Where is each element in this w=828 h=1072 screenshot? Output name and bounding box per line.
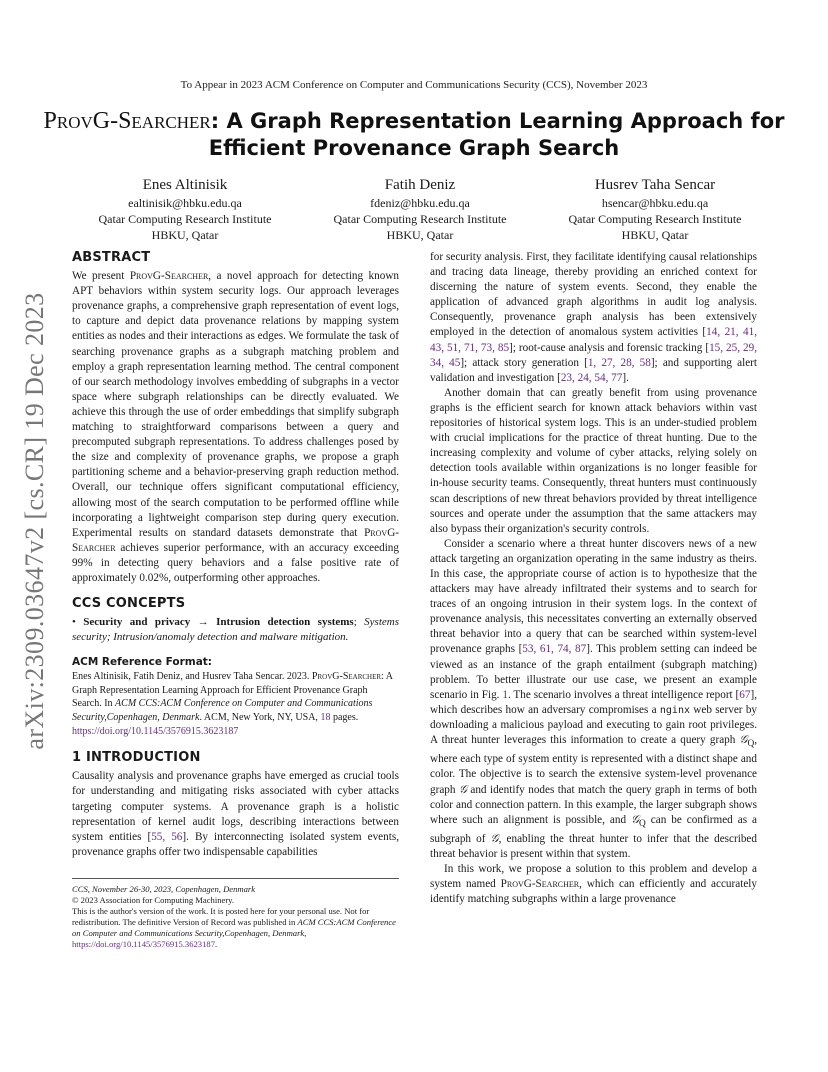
title-line1: : A Graph Representation Learning Approach for: [210, 109, 785, 133]
intro-heading: 1 INTRODUCTION: [72, 750, 201, 766]
intro-part: Causality analysis and provenance graphs have emerged as crucial tools for understanding and mitigating risks associated with cyber attacks targeting computer systems. A provenance graph is a holistic representation of kernel audit logs, describing interactions between system entities [: [72, 770, 399, 843]
footnote-part: .: [215, 939, 218, 949]
author-1: [70, 176, 300, 243]
ref-venue: ACM CCS:ACM Conference on Computer and Communications Security,Copenhagen, Denmark: [72, 698, 373, 724]
author-location: HBKU, Qatar: [621, 228, 689, 242]
author-name: Fatih Deniz: [384, 177, 456, 193]
ref-part: pages.: [330, 712, 359, 724]
author-block: [70, 176, 770, 243]
abstract-heading: ABSTRACT: [72, 250, 151, 265]
text-part: can be confirmed as a subgraph of: [430, 813, 758, 846]
author-affiliation: Qatar Computing Research Institute: [333, 212, 507, 226]
system-name: ProvG-Searcher: [129, 270, 209, 283]
text-part: ]; and supporting alert validation and investigation [: [430, 356, 758, 384]
footnote: [72, 884, 399, 950]
author-email: fdeniz@hbku.edu.qa: [370, 196, 470, 210]
code-nginx: nginx: [659, 704, 690, 716]
title-system-name: ProvG-Searcher: [43, 108, 211, 134]
author-location: HBKU, Qatar: [386, 228, 454, 242]
introduction-section: [72, 750, 399, 860]
author-affiliation: Qatar Computing Research Institute: [568, 212, 742, 226]
math-query-graph: 𝒢: [631, 813, 640, 826]
system-name: ProvG-Searcher: [311, 671, 382, 683]
citation-link[interactable]: 15, 25, 29, 34, 45: [430, 341, 758, 369]
math-graph: 𝒢: [490, 833, 499, 846]
author-affiliation: Qatar Computing Research Institute: [98, 212, 272, 226]
footnote-copyright: © 2023 Association for Computing Machinery.: [72, 895, 235, 905]
text-part: web server by downloading a malicious payload and executing to gain root privileges. A threat hunter leverages this information to create a query graph: [430, 703, 758, 746]
right-paragraph-2: Another domain that can greatly benefit from using provenance graphs is the efficient search for known attack behaviors within vast repositories of historical system logs. This is an under-studied problem with crucial implications for the practice of threat hunting. Due to the increasing complexity and volume of cyber attacks, relying solely on detection tools available within organizations is no longer feasible for in-house security teams. Consequently, threat hunters must continuously scan descriptions of new threat behaviors provided by threat intelligence sources and operate under the assumption that the same attackers may also bypass their organization's security controls.: [430, 386, 757, 535]
footnote-conference: CCS, November 26-30, 2023, Copenhagen, Denmark: [72, 884, 256, 894]
ccs-concepts: [72, 615, 399, 645]
math-graph: 𝒢: [458, 783, 467, 796]
text-part: ], which describes how an adversary compromises a: [430, 688, 757, 716]
ref-part: : A Graph Representation Learning Approach for Efficient Provenance Graph Search. In: [72, 671, 393, 710]
ccs-section: [72, 596, 399, 738]
author-location: HBKU, Qatar: [151, 228, 219, 242]
abstract-text: [72, 269, 399, 586]
author-email: hsencar@hbku.edu.qa: [601, 196, 709, 210]
text-part: , enabling the threat hunter to infer that the described threat behavior is present within that system.: [430, 833, 757, 861]
text-part: and identify nodes that match the query graph in terms of both color and connection pattern. In this example, the larger subgraph shows where such an alignment is possible, and: [430, 783, 757, 826]
left-column: [72, 250, 399, 860]
citation-link[interactable]: 53, 61, 74, 87: [522, 643, 587, 656]
author-name: Husrev Taha Sencar: [594, 177, 716, 193]
acm-ref-heading: ACM Reference Format:: [72, 656, 212, 669]
right-column: [430, 250, 757, 908]
footnote-doi-link[interactable]: https://doi.org/10.1145/3576915.3623187: [72, 939, 215, 949]
right-paragraph-3: [430, 537, 757, 862]
ccs-sep: ;: [353, 616, 365, 629]
paper-title: [40, 108, 788, 162]
citation-link[interactable]: 23, 24, 54, 77: [560, 371, 623, 384]
text-part: , which can efficiently and accurately identify matching subgraphs within a large provenance: [430, 878, 757, 906]
text-part: ]. This problem setting can indeed be viewed as an instance of the graph entailment (subgraph matching) problem. To better illustrate our use case, we present an example scenario in Fig.: [430, 643, 758, 701]
text-part: for security analysis. First, they facilitate identifying causal relationships and tracing data lineage, thereby providing an enriched context for discerning the nature of system events. Second, they enable the application of advanced graph algorithms in audit log analysis. Consequently, provenance graph analysis has been extensively employed in the detection of anomalous system activities [: [430, 251, 757, 339]
ref-part: Enes Altinisik, Fatih Deniz, and Husrev Taha Sencar. 2023.: [72, 671, 312, 683]
math-subscript: Q: [747, 739, 755, 750]
intro-part: ]. By interconnecting isolated system events, provenance graphs offer two indispensable capabilities: [72, 830, 399, 858]
ref-pages-link[interactable]: 18: [320, 712, 331, 724]
math-subscript: Q: [639, 818, 646, 829]
figure-link[interactable]: 1: [502, 688, 508, 701]
doi-link[interactable]: https://doi.org/10.1145/3576915.3623187: [72, 725, 239, 737]
author-3: [540, 176, 770, 243]
text-part: ].: [622, 371, 629, 384]
footnote-venue: ACM CCS:ACM Conference on Computer and Communications Security,Copenhagen, Denmark: [72, 917, 396, 938]
title-line2: Efficient Provenance Graph Search: [208, 136, 620, 160]
footnote-divider: [72, 878, 399, 879]
abstract-part: We present: [72, 270, 130, 283]
citation-link[interactable]: 14, 21, 41, 43, 51, 71, 73, 85: [430, 326, 758, 354]
math-query-graph: 𝒢: [739, 734, 748, 746]
footnote-version: [72, 906, 399, 950]
citation-link[interactable]: 55, 56: [151, 830, 183, 843]
system-name: ProvG-Searcher: [72, 526, 399, 554]
author-name: Enes Altinisik: [142, 177, 228, 193]
system-name: ProvG-Searcher: [500, 878, 580, 891]
text-part: In this work, we propose a solution to this problem and develop a system named: [430, 863, 757, 891]
text-part: . The scenario involves a threat intelligence report [: [507, 688, 740, 701]
text-part: ]; root-cause analysis and forensic tracking [: [509, 341, 710, 354]
ccs-heading: CCS CONCEPTS: [72, 596, 186, 612]
ccs-bullet: •: [72, 616, 84, 629]
abstract-part: , a novel approach for detecting known APT behaviors within system security logs. Our approach leverages provenance graphs, a comprehensive graph representation of event logs, to capture and depict data provenance relations by mapping system entities as nodes and their interactions as edges. We formulate the task of searching provenance graphs as a subgraph matching problem and employ a graph representation learning method. The central component of our search methodology involves embedding of subgraphs in a vector space where subgraph relationships can be directly evaluated. We achieve this through the use of order embeddings that simplify subgraph matching to straightforward comparisons between a query and precomputed subgraph representations. To address challenges posed by the size and complexity of provenance graphs, we propose a graph partitioning scheme and a behavior-preserving graph reduction method. Overall, our technique offers significant computational efficiency, allowing most of the search computation to be performed offline while incorporating a lightweight comparison step during query execution. Experimental results on standard datasets demonstrate that: [72, 270, 400, 539]
citation-link[interactable]: 67: [739, 688, 751, 701]
arxiv-stamp: [14, 286, 56, 756]
arxiv-stamp-text: arXiv:2309.03647v2 [cs.CR] 19 Dec 2023: [20, 292, 49, 750]
right-paragraph-1: [430, 250, 757, 386]
text-part: ]; attack story generation [: [460, 356, 588, 369]
footnote-part: ,: [304, 928, 307, 938]
ref-part: . ACM, New York, NY, USA,: [199, 712, 321, 724]
right-paragraph-4: [430, 862, 757, 907]
text-part: , where each type of system entity is represented with a distinct shape and color. The objective is to search the extensive system-level provenance graph: [430, 734, 757, 796]
text-part: Consider a scenario where a threat hunter discovers news of a new attack targeting an organization operating in the same industry as theirs. In this case, the appropriate course of action is to hypothesize that the attackers may have already infiltrated their systems and to search for traces of an ongoing intrusion in their system logs. In the context of provenance analysis, this necessitates converting an externally observed threat behavior into a query that can be searched within system-level provenance graphs [: [430, 537, 757, 656]
ccs-italic: Systems security; Intrusion/anomaly detection and malware mitigation.: [72, 616, 399, 644]
author-2: [305, 176, 535, 243]
author-email: ealtinisik@hbku.edu.qa: [128, 196, 242, 210]
ccs-bold: Security and privacy → Intrusion detection systems: [83, 616, 354, 629]
abstract-part: achieves superior performance, with an accuracy exceeding 99% in detecting query behaviors and a false positive rate of approximately 0.02%, outperforming other approaches.: [72, 541, 399, 584]
citation-link[interactable]: 1, 27, 28, 58: [587, 356, 651, 369]
footnote-part: This is the author's version of the work. It is posted here for your personal use. Not for redistribution. The definitive Version of Record was published in: [72, 906, 370, 927]
venue-header: To Appear in 2023 ACM Conference on Computer and Communications Security (CCS), November 2023: [180, 79, 648, 91]
acm-ref-text: [72, 670, 399, 738]
intro-paragraph: [72, 769, 399, 860]
